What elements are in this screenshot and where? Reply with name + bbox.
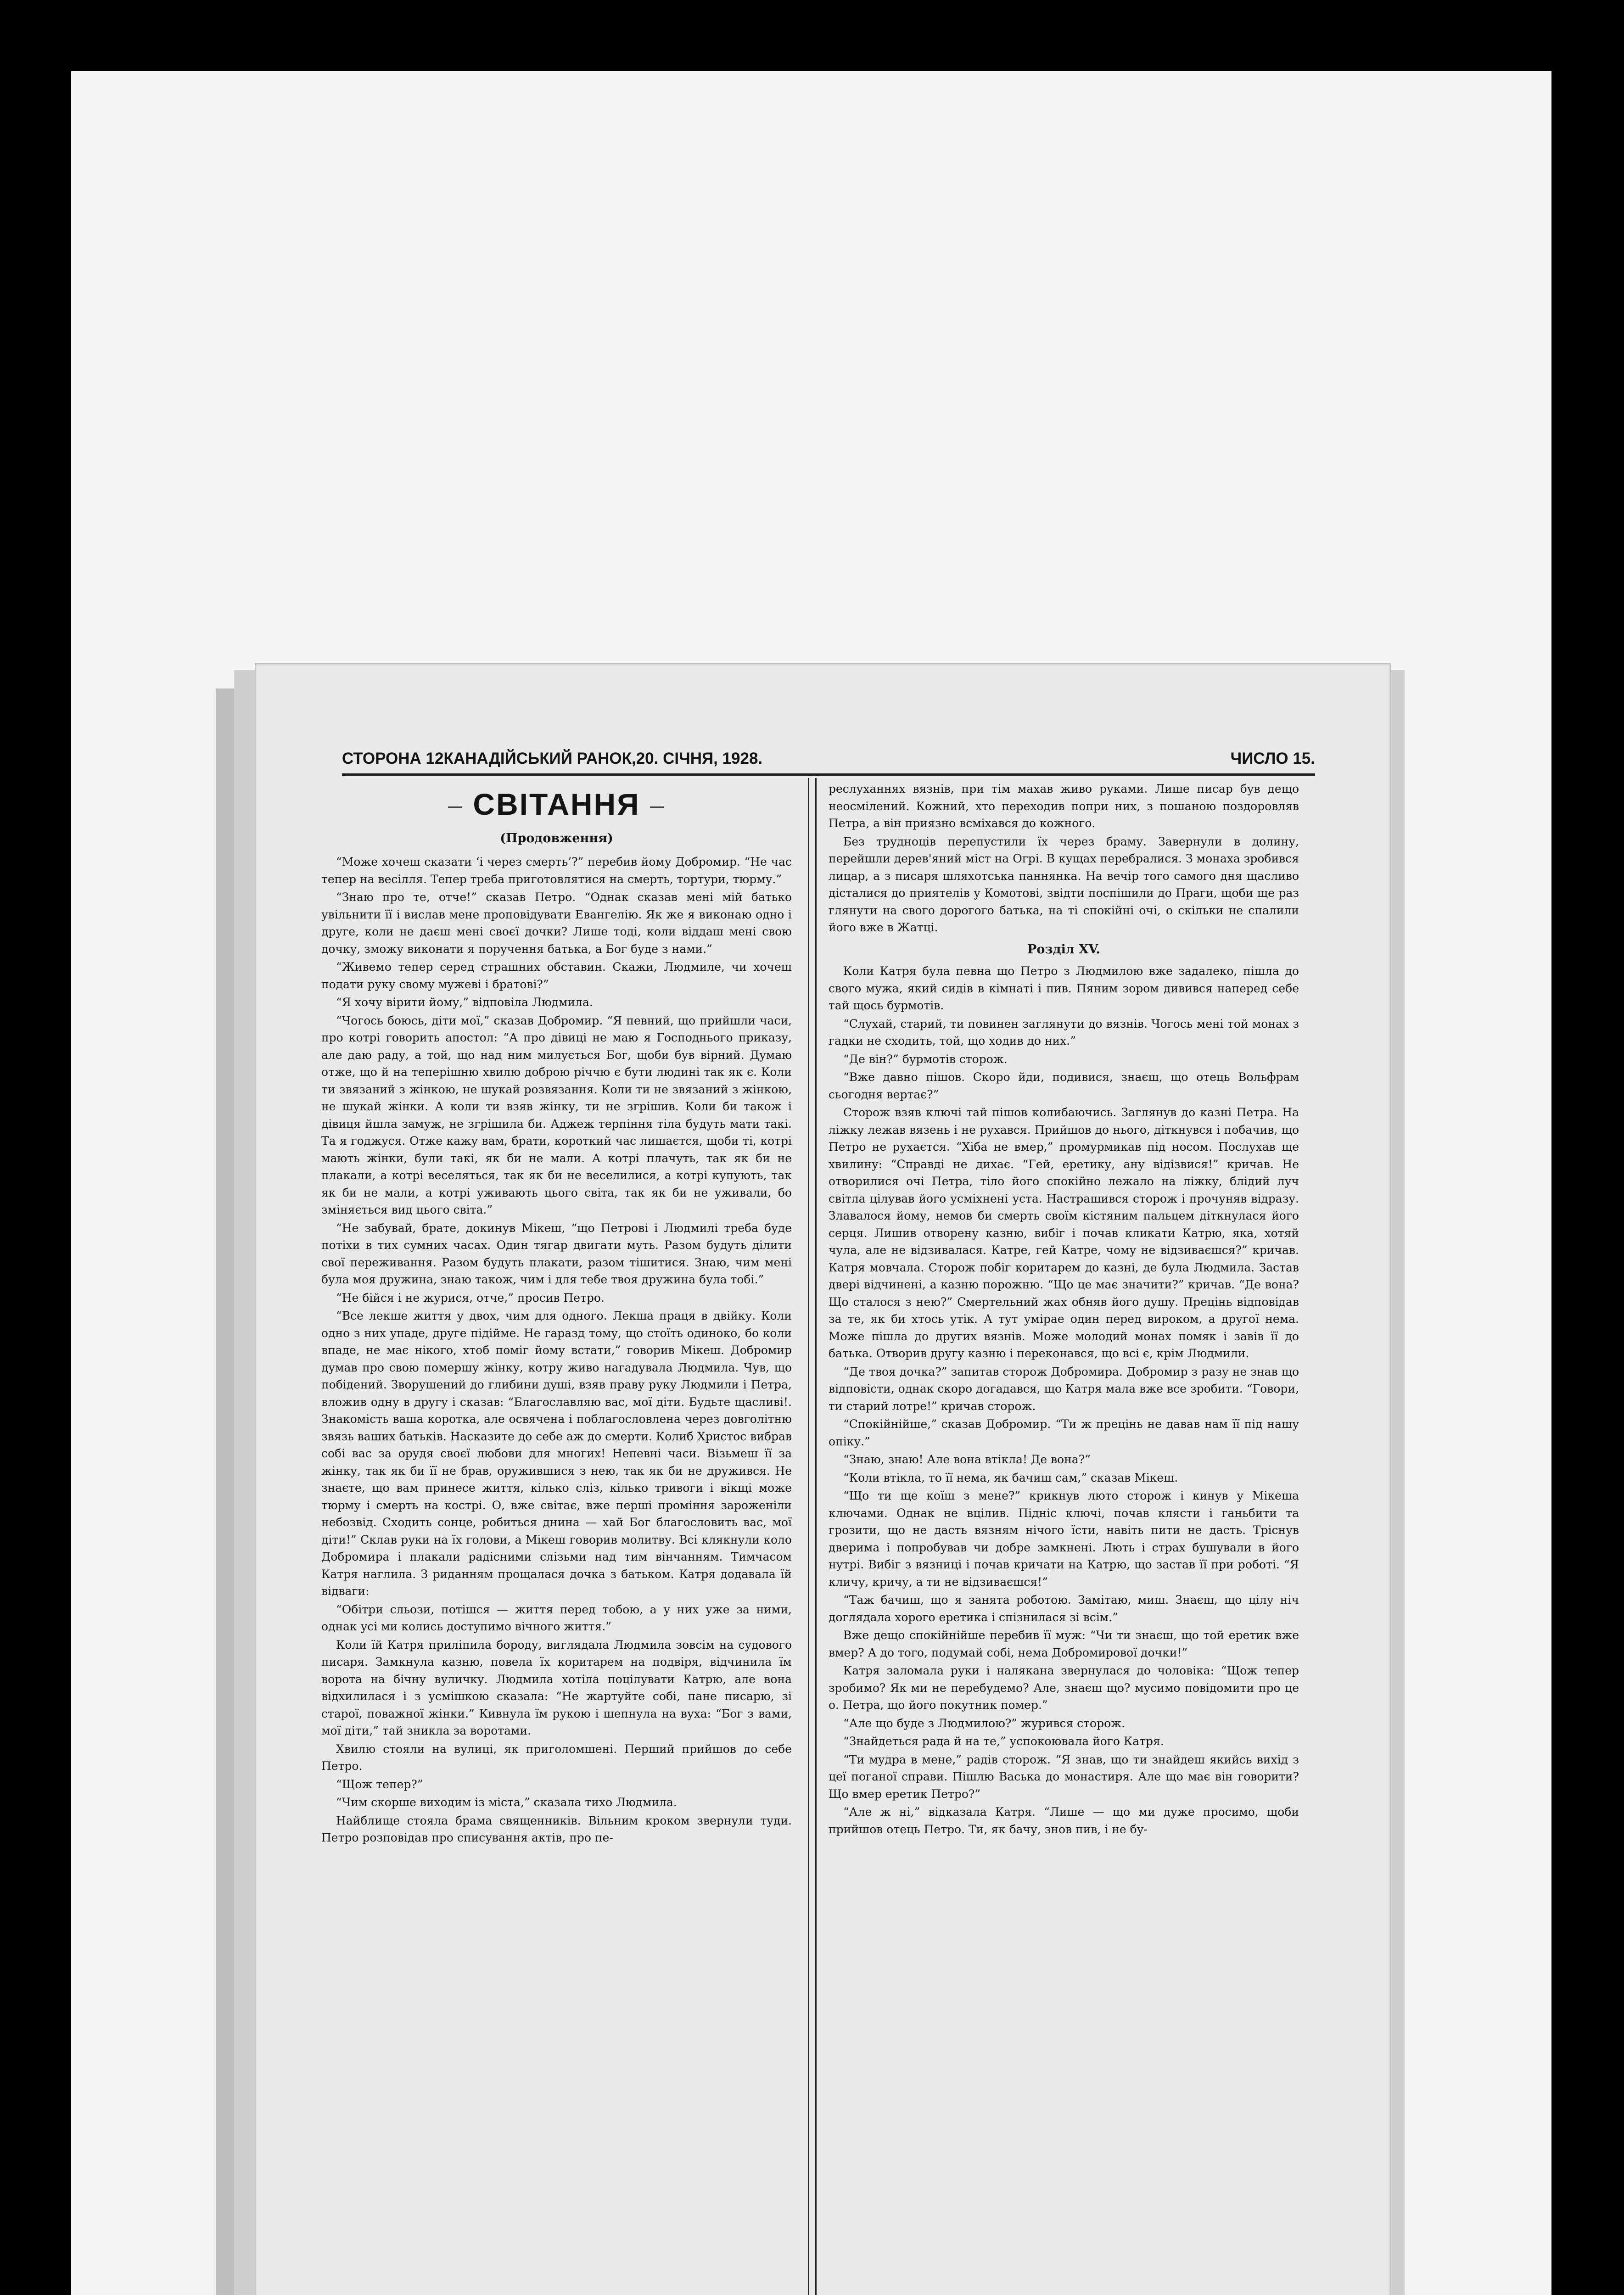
paragraph: “Знайдеться рада й на те,” успокоювала його Катря. bbox=[843, 1735, 1164, 1748]
paragraph: “Спокійнійше,” сказав Добромир. “Ти ж прецінь не давав нам її під нашу опіку.” bbox=[829, 1417, 1299, 1448]
paragraph: Вже дещо спокійнійше перебив її муж: “Чи ти знаєш, що той еретик вже вмер? А до того, подумай собі, нема Добромирової дочки!” bbox=[829, 1629, 1299, 1659]
paragraph: “Але що буде з Людмилою?” журився сторож. bbox=[843, 1716, 1126, 1730]
right-column-text-after bbox=[829, 963, 1299, 1838]
paragraph: “Я хочу вірити йому,” відповіла Людмила. bbox=[336, 996, 593, 1009]
title-ornament: — bbox=[448, 799, 464, 814]
column-divider bbox=[815, 778, 817, 2295]
paragraph: “Все лекше життя у двох, чим для одного. Лекша праця в двійку. Коли одно з них упаде, друге підійме. Не гаразд тому, що стоїть одиноко, бо коли впаде, не має нікого, хтоб поміг йому встати,” говорив Мікеш. Добромир думав про свою помершу жінку, котру живо нагадувала Людмила. Чув, що побідений. Зворушений до глибини душі, взяв праву руку Людмили і Петра, вложив одну в другу і сказав: “Благославляю вас, мої діти. Будьте щасливі!. Знакомість ваша коротка, але освячена і поблагословлена через довголітню звязь ваших батьків. Насказите до себе аж до смерти. Колиб Христос вибрав собі вас за орудя своєї любови для многих! Непевні часи. Візьмеш її за жінку, так як би її не брав, оружившися з нею, так як би не дружився. Не знаєте, що вам принесе життя, кілько сліз, кілько тривоги і вікщі може тюрму і смерть на кострі. О, вже світає, вже перші проміння зароженіли небозвід. Сходить сонце, робиться днина — хай Бог благословить вас, мої діти!” Склав руки на їх голови, а Мікеш говорив молитву. Всі клякнули коло Добромира і плакали радісними слізьми над тим вінчанням. Тимчасом Катря наглила. З риданням прощалася дочка з батьком. Катря додавала їй відваги: bbox=[321, 1309, 792, 1598]
paragraph: “Де твоя дочка?” запитав сторож Добромира. Добромир з разу не знав що відповісти, однак скоро догадався, що Катря мала вже все зробити. “Говори, ти старий лотре!” кричав сторож. bbox=[829, 1365, 1299, 1413]
paragraph: Коли їй Катря приліпила бороду, виглядала Людмила зовсім на судового писаря. Замкнула казню, повела їх коритарем на подвіря, відчинила їм ворота на бічну вуличку. Людмила хотіла поцілувати Катрю, але вона відхилилася і з усмішкою сказала: “Не жартуйте собі, пане писарю, зі старої, поважної жінки.” Кивнула їм рукою і шепнула на вуха: “Бог з вами, мої діти,” тай зникла за воротами. bbox=[321, 1638, 792, 1738]
newspaper-name: КАНАДІЙСЬКИЙ РАНОК, bbox=[443, 750, 636, 767]
paragraph: “Слухай, старий, ти повинен заглянути до вязнів. Чогось мені той монах з гадки не сходить, той, що ходив до них.” bbox=[829, 1017, 1299, 1047]
paragraph: Найблище стояла брама священників. Вільним кроком звернули туди. Петро розповідав про списування актів, про пе- bbox=[321, 1814, 792, 1845]
paragraph: Коли Катря була певна що Петро з Людмилою вже задалеко, пішла до свого мужа, який сидів в кімнаті і пив. Пяним зором дивився наперед себе тай щось бурмотів. bbox=[829, 964, 1299, 1012]
paragraph: Хвилю стояли на вулиці, як приголомшені. Перший прийшов до себе Петро. bbox=[321, 1742, 792, 1773]
paragraph: “Знаю про те, отче!” сказав Петро. “Однак сказав мені мій батько увільнити її і вислав мене проповідувати Евангелію. Як же я виконаю одно і друге, коли не даєш мені своєї дочки? Лише тоді, коли віддаш мені свою дочку, зможу виконати я поручення батька, а Бог буде з нами.” bbox=[321, 890, 792, 956]
paragraph: Сторож взяв ключі тай пішов колибаючись. Заглянув до казні Петра. На ліжку лежав вязень і не рухався. Прийшов до нього, діткнувся і побачив, що Петро не рухаєтся. “Хіба не вмер,” промурмикав під носом. Послухав ще хвилину: “Справді не дихає. “Гей, еретику, ану відізвися!” кричав. Не отворилися очі Петра, тіло його спокійно лежало на ліжку, блідий луч світла цілував його усміхнені уста. Настрашився сторож і прочуняв відразу. Злавалося йому, немов би смерть своїм кістяним пальцем діткнулася його серця. Лишив отворену казню, вибіг і почав кликати Катрю, яка, хотяй чула, але не відзивалася. Катре, гей Катре, чому не відзиваєшся?” кричав. Катря мовчала. Сторож побіг коритарем до казні, де була Людмила. Застав двері відчинені, а казню порожню. “Що це має значити?” кричав. “Де вона? Що сталося з нею?” Смертельний жах обняв його душу. Прецінь відповідав за те, як би хтось утік. А тут уміраe один перед вироком, а другої нема. Може пішла до других вязнів. Може молодий монах помяк і завів її до батька. Отворив другу казню і переконався, що всі є, крім Людмили. bbox=[829, 1106, 1299, 1360]
paragraph: “Може хочеш сказати ‘і через смерть’?” перебив йому Добромир. “Не час тепер на весілля. Тепер треба приготовлятися на смерть, тортури, тюрму.” bbox=[321, 855, 792, 886]
right-column-text bbox=[829, 833, 1299, 936]
paragraph: “Щож тепер?” bbox=[336, 1777, 423, 1791]
paragraph: “Таж бачиш, що я занята роботою. Замітаю, миш. Знаєш, що цілу ніч доглядала хорого еретика і спізнилася зі всім.” bbox=[829, 1593, 1299, 1624]
paragraph: “Не забувай, брате, докинув Мікеш, “що Петрові і Людмилі треба буде потіхи в тих сумних часах. Один тягар двигати муть. Разом будуть ділити свої переживання. Разом будуть плакати, разом тішитися. Знаю, чим мені була моя дружина, знаю також, чим і для тебе твоя дружина була тобі.” bbox=[321, 1221, 792, 1287]
paragraph: “Чогось боюсь, діти мої,” сказав Добромир. “Я певний, що прийшли часи, про котрі говорить апостол: “А про дівиці не маю я Господнього приказу, але даю раду, а той, що над ним милується Бог, щоби був вірний. Думаю отже, що й на теперішню хвилю доброю річчю є бути людині так як є. Коли ти звязаний з жінкою, не шукай розвязання. Коли ти не звязаний з жінкою, не шукай жінки. А коли ти взяв жінку, ти не згрішив. Коли би також і дівиця йшла замуж, не згрішила би. Аджеж терпіння тіла будуть мати такі. Та я годжуся. Отже кажу вам, брати, короткий час лишаєтся, щоби ті, котрі мають жінки, були такі, як би не мали. А котрі плачуть, так як би не плакали, а котрі веселяться, так як би не веселилися, а котрі купують, так як би не мали, а котрі уживають цього світа, так як би не уживали, бо зміняється вид цього світа.” bbox=[321, 1013, 792, 1217]
page-number: СТОРОНА 12 bbox=[342, 750, 444, 767]
paragraph: “Коли втікла, то її нема, як бачиш сам,” сказав Мікеш. bbox=[843, 1471, 1178, 1484]
left-column bbox=[321, 780, 792, 2290]
chapter-heading: Розділ XV. bbox=[1027, 942, 1100, 957]
right-column bbox=[829, 780, 1299, 2290]
newspaper-page bbox=[255, 663, 1391, 2295]
paragraph: Катря заломала руки і налякана звернулася до чоловіка: “Щож тепер зробимо? Як ми не перебудемо? Але, знаєш що? мусимо повідомити про це о. Петра, що його покутник помер.” bbox=[829, 1664, 1299, 1712]
issue-number: ЧИСЛО 15. bbox=[1230, 750, 1315, 767]
paragraph: “Вже давно пішов. Скоро йди, подивися, знаєш, що отець Вольфрам сьогодня вертає?” bbox=[829, 1070, 1299, 1101]
paragraph: Без трудноців перепустили їх через браму. Завернули в долину, перейшли дерев'яний міст на Огрі. В кущах перебралися. З монаха зробився лицар, а з писаря шляхотська паннянка. На вечір того самого дня щасливо дісталися до приятелів у Комотові, звідти поспішили до Праги, щоби ще раз глянути на свого дорогого батька, на ті спокійні очі, о скільки не спалили його вже в Жатці. bbox=[829, 834, 1299, 934]
title-ornament: — bbox=[650, 799, 665, 814]
article-title: СВІТАННЯ bbox=[473, 787, 640, 821]
paragraph: “Але ж ні,” відказала Катря. “Лише — що ми дуже просимо, щоби прийшов отець Петро. Ти, як бачу, знов пив, і не бу- bbox=[829, 1805, 1299, 1836]
paragraph: реслуханнях вязнів, при тім махав живо руками. Лише писар був дещо неосмілений. Кожний, хто переходив попри них, з пошаною поздоровляв Петра, а він приязно всміхався до кожного. bbox=[829, 782, 1299, 830]
page-header bbox=[342, 740, 1315, 768]
paragraph: “Живемо тепер серед страшних обставин. Скажи, Людмиле, чи хочеш подати руку свому мужеві і братові?” bbox=[321, 960, 792, 991]
article-title-block bbox=[321, 785, 792, 826]
issue-date: 20. СІЧНЯ, 1928. bbox=[636, 750, 763, 767]
paragraph: “Не бійся і не журися, отче,” просив Петро. bbox=[336, 1291, 605, 1304]
paragraph: “Де він?” бурмотів сторож. bbox=[843, 1052, 1008, 1066]
left-column-text bbox=[321, 853, 792, 1847]
paragraph: “Чим скорше виходим із міста,” сказала тихо Людмила. bbox=[336, 1796, 677, 1809]
header-rule bbox=[342, 773, 1315, 776]
paragraph: “Що ти ще коїш з мене?” крикнув люто сторож і кинув у Мікеша ключами. Однак не вцілив. Підніс ключі, почав клясти і ганьбити та грозити, що не дасть вязням нічого їсти, навіть пити не дасть. Тріснув дверима і попробував чи добре замкнені. Лють і страх бушували в його нутрі. Вибіг з вязниці і почав кричати на Катрю, що застав її при роботі. “Я кличу, кричу, а ти не відзиваєшся!” bbox=[829, 1489, 1299, 1589]
paragraph: “Знаю, знаю! Але вона втікла! Де вона?” bbox=[843, 1453, 1091, 1466]
paragraph: “Ти мудра в мене,” радів сторож. “Я знав, що ти знайдеш якийсь вихід з цеї поганої справи. Пішлю Васька до монастиря. Але що має він говорити? Що вмер еретик Петро?” bbox=[829, 1752, 1299, 1801]
column-divider bbox=[808, 778, 809, 2295]
article-subtitle: (Продовження) bbox=[500, 831, 613, 845]
paragraph: “Обітри сльози, потішся — життя перед тобою, а у них уже за ними, однак усі ми колись доступимо вічного життя.” bbox=[321, 1602, 792, 1634]
